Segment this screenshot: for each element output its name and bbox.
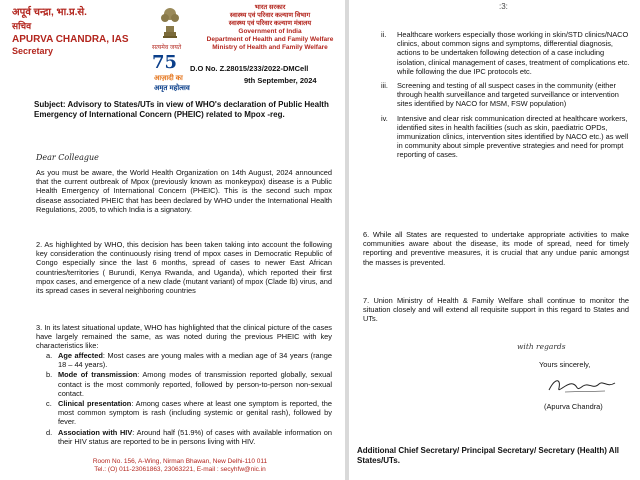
list-item-label: Association with HIV: [58, 427, 133, 437]
list-item-text: : Most cases are young males with a median age of 34 years (range 18 – 44 years).: [58, 351, 332, 370]
list-marker: iv.: [381, 113, 388, 123]
characteristics-list: [46, 351, 332, 447]
letterhead-footer: [80, 458, 280, 474]
sender-name: APURVA CHANDRA, IAS: [12, 34, 129, 45]
signature-icon: [545, 374, 625, 396]
list-marker: b.: [46, 370, 53, 380]
handwritten-closing: with regards: [517, 342, 566, 351]
list-marker: c.: [46, 399, 52, 409]
paragraph-2: 2. As highlighted by WHO, this decision has been taken taking into account the following key consideration the continuously rising trend of mpox cases in Democratic Republic of Congo especially since the last 6 months, spread of cases to newer East African countries/territories ( Burundi, Kenya Rwanda, and Uganda), which reported their first mpox cases, and emergence of a new clade (mutant variant) of mpox (Clade Ib) virus, and its spread cases in several neighboring countries: [36, 240, 332, 296]
list-item: [46, 428, 332, 446]
reference-number: D.O No. Z.28015/233/2022-DMCell: [190, 64, 309, 73]
list-item: [381, 30, 631, 76]
paragraph-3: 3. In its latest situational update, WHO has highlighted that the clinical picture of the cases have largely remained the same, as was noted during the previous PHEIC with key characteristics like:: [36, 323, 332, 351]
ministry-line: स्वास्थ्य एवं परिवार कल्याण मंत्रालय: [228, 20, 312, 27]
signatory-name: (Apurva Chandra): [544, 402, 603, 411]
ministry-line: Ministry of Health and Family Welfare: [212, 44, 328, 51]
list-item: [381, 81, 631, 109]
ministry-line: Department of Health and Family Welfare: [206, 36, 334, 43]
list-item-label: Age affected: [58, 351, 103, 360]
letter-page-3: [349, 0, 640, 480]
paragraph-7: 7. Union Ministry of Health & Family Welfare shall continue to monitor the situation closely and will extend all requisite support in this regard to States and UTs.: [363, 296, 629, 324]
azadi-line-2: अमृत महोत्सव: [154, 85, 190, 92]
addressee: Additional Chief Secretary/ Principal Secretary/ Secretary (Health) All States/UTs.: [357, 446, 620, 465]
action-items-list: [381, 30, 631, 165]
paragraph-1: As you must be aware, the World Health Organization on 14th August, 2024 announced that the current outbreak of Mpox (previously known as monkeypox) disease is a Public Health Emergency of International Concern (PHEIC). This is the second such mpox disease associated PHEIC that has been declared by WHO under the International Health Regulations, 2005, to which India is a signatory.: [36, 168, 332, 214]
ministry-line: स्वास्थ्य एवं परिवार कल्याण विभाग: [229, 12, 311, 19]
list-marker: ii.: [381, 30, 387, 39]
letter-date: 9th September, 2024: [244, 76, 317, 85]
list-item: [381, 114, 631, 160]
emblem-motto: सत्यमेव जयते: [152, 45, 182, 51]
ministry-block: [200, 4, 340, 52]
footer-contact: Tel.: (O) 011-23061863, 23063221, E-mail : secyhfw@nic.in: [94, 466, 266, 473]
sender-block: [12, 4, 142, 56]
list-item-text: : Among cases where at least one symptom is reported, the most common symptom is rash (including systemic or genital rash), followed by fever.: [58, 399, 332, 427]
list-item: [46, 399, 332, 427]
list-item-text: Screening and testing of all suspect cases in the community (either through health surveillance and targeted surveillance or intervention sites identified by NACO for MSM, FSW population): [397, 81, 619, 109]
list-item-text: Intensive and clear risk communication directed at healthcare workers, identified sites in health facilities (such as skin, paediatric OPDs, immunization clinics, intervention sites identified by NACO etc.) as well in community about simple preventive strategies and need for prompt reporting of cases.: [397, 113, 629, 160]
list-item: [46, 370, 332, 398]
salutation: Dear Colleague: [36, 153, 99, 162]
azadi-line-1: आज़ादी का: [154, 75, 183, 82]
list-item-label: Clinical presentation: [58, 399, 132, 409]
paragraph-6: 6. While all States are requested to undertake appropriate activities to make communities aware about the disease, its mode of spread, need for timely reporting and preventive measures, it is crucial that any undue panic amongst the masses is prevented.: [363, 230, 629, 267]
list-marker: d.: [46, 427, 53, 437]
footer-address: Room No. 156, A-Wing, Nirman Bhawan, New Delhi-110 011: [92, 458, 268, 465]
list-item-text: : Among modes of transmission reported globally, sexual contact is the most commonly reported, followed by person-to-person non-sexual contact.: [58, 370, 332, 398]
ministry-line: Government of India: [238, 28, 302, 35]
ministry-line: भारत सरकार: [254, 4, 286, 11]
list-item: [46, 351, 332, 369]
azadi-ka-amrit-mahotsav-logo: [152, 52, 198, 96]
list-item-label: Mode of transmission: [58, 370, 138, 380]
sender-role-hindi: सचिव: [12, 21, 32, 31]
sender-name-hindi: अपूर्व चन्द्रा, भा.प्र.से.: [12, 7, 87, 18]
national-emblem-icon: [160, 2, 180, 42]
yours-sincerely: Yours sincerely,: [539, 360, 591, 369]
list-marker: iii.: [381, 81, 388, 91]
list-item-text: : Around half (51.9%) of cases with available information on their HIV status are reported to be in persons living with HIV.: [58, 427, 332, 446]
list-item-text: Healthcare workers especially those working in skin/STD clinics/NACO clinics, about common signs and symptoms, differential diagnosis, actions to be undertaken following detection of a case including isolation, clinical management of cases, treatment of complications etc. while following the due IPC protocols etc.: [397, 30, 630, 76]
list-marker: a.: [46, 351, 53, 360]
azadi-number: 75: [152, 52, 178, 73]
subject-line: Subject: Advisory to States/UTs in view of WHO's declaration of Public Health Emergency of International Concern (PHEIC) related to Mpox -reg.: [34, 100, 329, 119]
page-number: :3:: [499, 2, 508, 11]
sender-role: Secretary: [12, 46, 54, 56]
